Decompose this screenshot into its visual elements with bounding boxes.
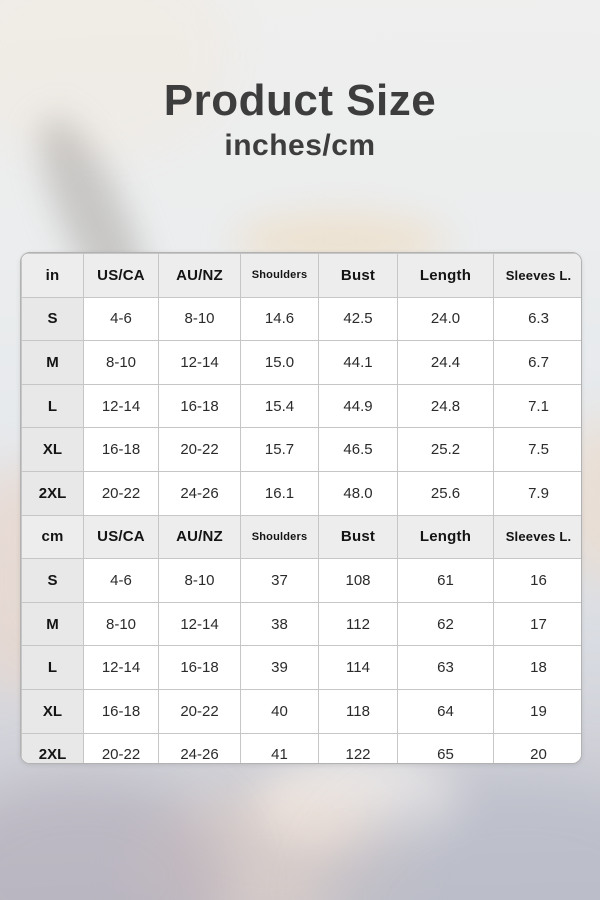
cell-sleeves: 7.9 xyxy=(494,471,583,515)
cell-length: 24.0 xyxy=(398,297,494,341)
cell-us-ca: 16-18 xyxy=(84,428,159,472)
size-label: XL xyxy=(22,428,84,472)
title-block xyxy=(0,76,600,164)
cell-sleeves: 6.7 xyxy=(494,341,583,385)
cell-us-ca: 20-22 xyxy=(84,471,159,515)
cell-length: 63 xyxy=(398,646,494,690)
header-row-inches xyxy=(22,254,583,298)
cell-sleeves: 17 xyxy=(494,602,583,646)
cell-sleeves: 20 xyxy=(494,733,583,764)
table-row xyxy=(22,297,583,341)
col-header-sleeves: Sleeves L. xyxy=(494,515,583,559)
cell-shoulders: 39 xyxy=(241,646,319,690)
cell-shoulders: 16.1 xyxy=(241,471,319,515)
size-label: M xyxy=(22,341,84,385)
cell-us-ca: 20-22 xyxy=(84,733,159,764)
cell-length: 25.2 xyxy=(398,428,494,472)
cell-bust: 118 xyxy=(319,689,398,733)
cell-bust: 112 xyxy=(319,602,398,646)
size-chart-card xyxy=(20,252,582,764)
cell-length: 65 xyxy=(398,733,494,764)
cell-bust: 114 xyxy=(319,646,398,690)
size-label: L xyxy=(22,384,84,428)
cell-bust: 122 xyxy=(319,733,398,764)
size-label: 2XL xyxy=(22,471,84,515)
cell-length: 24.8 xyxy=(398,384,494,428)
col-header-bust: Bust xyxy=(319,515,398,559)
cell-us-ca: 4-6 xyxy=(84,297,159,341)
cell-sleeves: 19 xyxy=(494,689,583,733)
table-row xyxy=(22,646,583,690)
cell-sleeves: 7.1 xyxy=(494,384,583,428)
size-label: M xyxy=(22,602,84,646)
cell-au-nz: 12-14 xyxy=(159,341,241,385)
header-row-cm xyxy=(22,515,583,559)
cell-au-nz: 8-10 xyxy=(159,297,241,341)
size-label: S xyxy=(22,297,84,341)
col-header-shoulders: Shoulders xyxy=(241,254,319,298)
cell-bust: 44.9 xyxy=(319,384,398,428)
page-title: Product Size xyxy=(163,76,437,125)
cell-au-nz: 20-22 xyxy=(159,428,241,472)
cell-length: 62 xyxy=(398,602,494,646)
cell-shoulders: 37 xyxy=(241,559,319,603)
cell-us-ca: 8-10 xyxy=(84,341,159,385)
background-cloud-shadow xyxy=(0,775,230,900)
table-row xyxy=(22,384,583,428)
col-header-us-ca: US/CA xyxy=(84,515,159,559)
unit-header-in: in xyxy=(22,254,84,298)
cell-us-ca: 8-10 xyxy=(84,602,159,646)
col-header-length: Length xyxy=(398,515,494,559)
cell-shoulders: 15.4 xyxy=(241,384,319,428)
cell-au-nz: 20-22 xyxy=(159,689,241,733)
size-label: XL xyxy=(22,689,84,733)
cell-bust: 108 xyxy=(319,559,398,603)
col-header-au-nz: AU/NZ xyxy=(159,515,241,559)
cell-length: 64 xyxy=(398,689,494,733)
col-header-sleeves: Sleeves L. xyxy=(494,254,583,298)
cell-au-nz: 16-18 xyxy=(159,384,241,428)
cell-us-ca: 12-14 xyxy=(84,384,159,428)
col-header-us-ca: US/CA xyxy=(84,254,159,298)
col-header-shoulders: Shoulders xyxy=(241,515,319,559)
cell-sleeves: 6.3 xyxy=(494,297,583,341)
col-header-bust: Bust xyxy=(319,254,398,298)
table-row xyxy=(22,559,583,603)
table-row xyxy=(22,471,583,515)
cell-shoulders: 15.7 xyxy=(241,428,319,472)
cell-au-nz: 12-14 xyxy=(159,602,241,646)
cell-us-ca: 4-6 xyxy=(84,559,159,603)
cell-length: 61 xyxy=(398,559,494,603)
cell-bust: 44.1 xyxy=(319,341,398,385)
cell-au-nz: 16-18 xyxy=(159,646,241,690)
cell-length: 25.6 xyxy=(398,471,494,515)
table-row xyxy=(22,602,583,646)
table-row xyxy=(22,428,583,472)
col-header-au-nz: AU/NZ xyxy=(159,254,241,298)
size-label: S xyxy=(22,559,84,603)
cell-shoulders: 40 xyxy=(241,689,319,733)
cell-shoulders: 38 xyxy=(241,602,319,646)
cell-us-ca: 16-18 xyxy=(84,689,159,733)
cell-bust: 46.5 xyxy=(319,428,398,472)
table-row xyxy=(22,341,583,385)
size-label: L xyxy=(22,646,84,690)
cell-shoulders: 14.6 xyxy=(241,297,319,341)
cell-au-nz: 8-10 xyxy=(159,559,241,603)
cell-sleeves: 16 xyxy=(494,559,583,603)
cell-shoulders: 41 xyxy=(241,733,319,764)
size-label: 2XL xyxy=(22,733,84,764)
table-row xyxy=(22,733,583,764)
unit-header-cm: cm xyxy=(22,515,84,559)
cell-sleeves: 18 xyxy=(494,646,583,690)
cell-au-nz: 24-26 xyxy=(159,471,241,515)
size-chart-table xyxy=(21,253,582,764)
cell-bust: 48.0 xyxy=(319,471,398,515)
cell-us-ca: 12-14 xyxy=(84,646,159,690)
cell-bust: 42.5 xyxy=(319,297,398,341)
col-header-length: Length xyxy=(398,254,494,298)
cell-shoulders: 15.0 xyxy=(241,341,319,385)
page-subtitle: inches/cm xyxy=(224,128,376,162)
cell-au-nz: 24-26 xyxy=(159,733,241,764)
table-row xyxy=(22,689,583,733)
cell-length: 24.4 xyxy=(398,341,494,385)
cell-sleeves: 7.5 xyxy=(494,428,583,472)
